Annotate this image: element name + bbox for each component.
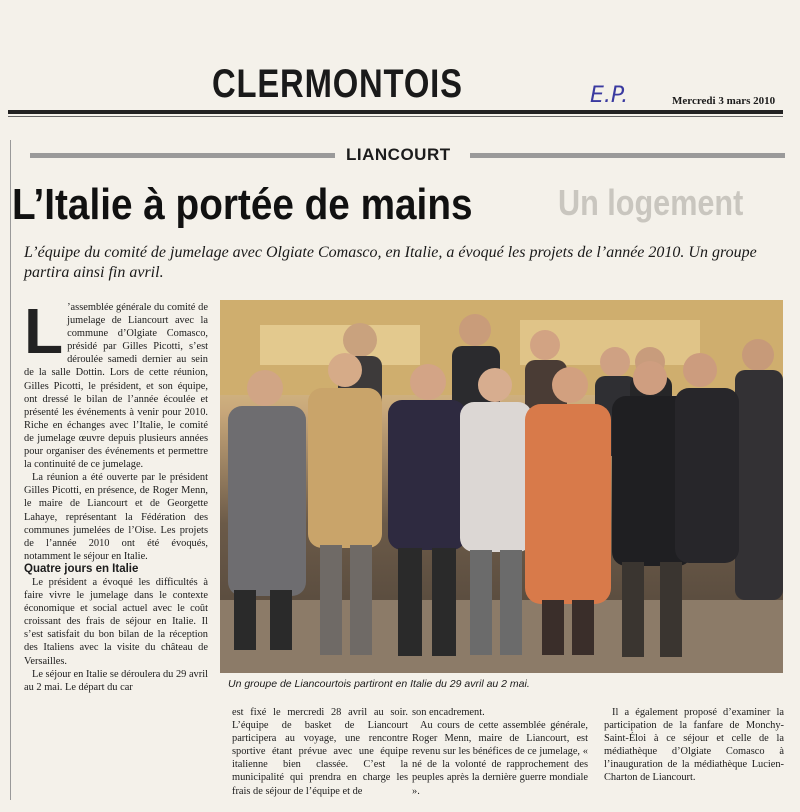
article-column-1	[24, 295, 208, 694]
article-lead: L’équipe du comité de jumelage avec Olgiate Comasco, en Italie, a évoqué les projets de l’année 2010. Un groupe partira ainsi fin avril.	[24, 244, 757, 281]
section-label: LIANCOURT	[346, 145, 451, 164]
paragraph: Le séjour en Italie se déroulera du 29 avril au 2 mai. Le départ du car	[24, 668, 208, 693]
group-photo-illustration	[220, 300, 783, 673]
article-column-4	[604, 706, 784, 785]
drop-cap: L	[24, 295, 64, 367]
masthead-rule	[8, 110, 783, 114]
paragraph: est fixé le mercredi 28 avril au soir. L’équipe de basket de Liancourt participera au voyage, une rencontre sportive étant prévue avec une équipe italienne bien classée. C’est la municipalité qui prendra en charge les frais de séjour de l’équipe et de	[232, 707, 408, 797]
paragraph: ’assemblée générale du comité de jumelage de Liancourt avec la commune d’Olgiate Comasco, présidé par Gilles Picotti, s’est déroulée samedi dernier au sein de la salle Dottin. Lors de cette réunion, Gilles Picotti, le président, et son équipe, ont dressé le bilan de l’année écoulée et présenté les événements à venir pour 2010. Riche en échanges avec l’Italie, le comité de jumelage œuvre depuis plusieurs années pour organiser des événements et permettre la continuité de ce jumelage.	[24, 302, 208, 471]
paragraph: Au cours de cette assemblée générale, Roger Menn, maire de Liancourt, est revenu sur les bénéfices de ce jumelage, « né de la volonté de rapprochement des peuples après la dernière guerre mondiale ».	[412, 720, 588, 797]
section-bar-right	[470, 153, 785, 158]
paragraph: La réunion a été ouverte par le président Gilles Picotti, en présence, de Roger Menn, le maire de Liancourt et de Georgette Lahaye, représentant la Fédération des communes jumelées de l’Oise. Les projets de l’année 2010 ont été évoqués, notamment le séjour en Italie.	[24, 472, 208, 562]
masthead-thin-rule	[8, 116, 783, 117]
paragraph: son encadrement.	[412, 707, 485, 718]
section-bar-left	[30, 153, 335, 158]
column-rule	[10, 140, 11, 800]
article-headline: L’Italie à portée de mains	[12, 180, 473, 229]
article-column-3	[412, 706, 588, 798]
bleed-through-headline: Un logement	[558, 182, 744, 223]
issue-date: Mercredi 3 mars 2010	[672, 95, 776, 107]
article-subhead: Quatre jours en Italie	[24, 562, 139, 575]
paragraph: Le président a évoqué les difficultés à faire vivre le jumelage dans le contexte économique et social actuel avec le coût croissant des frais de séjour en Italie. Il s’est satisfait du bon bilan de la réception des Italiens avec la visite du château de Versailles.	[24, 576, 208, 667]
photo-caption: Un groupe de Liancourtois partiront en Italie du 29 avril au 2 mai.	[228, 678, 530, 690]
group-photo	[220, 300, 783, 673]
newspaper-masthead: CLERMONTOIS	[212, 62, 463, 106]
paragraph: Il a également proposé d’examiner la participation de la fanfare de Monchy-Saint-Éloi à ce séjour et celle de la médiathèque d’Olgiate Comasco à l’inauguration de la médiathèque Lucien-Charton de Liancourt.	[604, 707, 784, 784]
article-column-2	[232, 706, 408, 798]
handwritten-annotation: E.P.	[590, 83, 629, 108]
